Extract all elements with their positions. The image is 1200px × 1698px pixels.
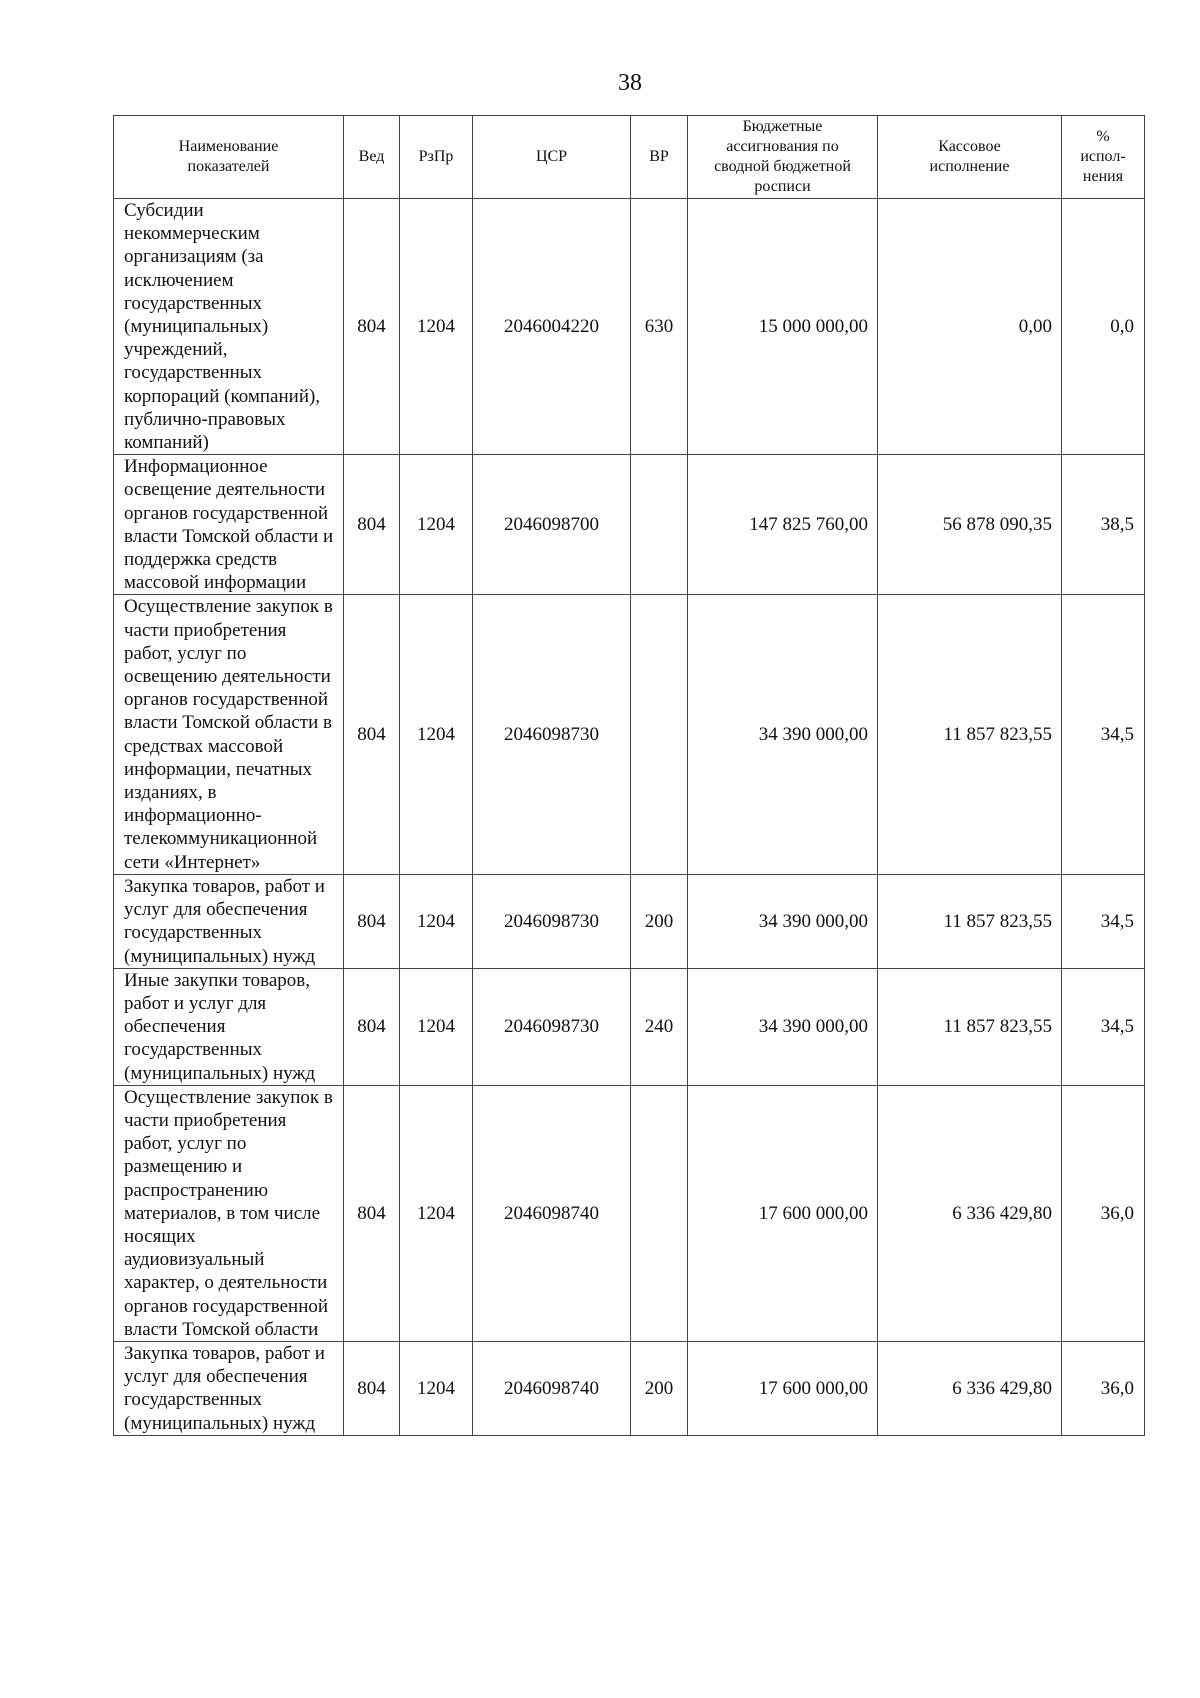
table-row <box>114 1085 1145 1341</box>
table-header-row <box>114 116 1145 199</box>
header-vr: ВР <box>631 116 688 199</box>
row-budget: 34 390 000,00 <box>688 595 878 874</box>
row-rzpr: 1204 <box>400 455 473 595</box>
row-csr: 2046098730 <box>473 968 631 1085</box>
row-name: Закупка товаров, работ и услуг для обеспечения государственных (муниципальных) нужд <box>114 1341 344 1435</box>
row-ved: 804 <box>344 968 400 1085</box>
row-percent: 36,0 <box>1062 1341 1145 1435</box>
row-vr: 200 <box>631 1341 688 1435</box>
table-row <box>114 199 1145 455</box>
row-vr: 240 <box>631 968 688 1085</box>
row-vr: 200 <box>631 874 688 968</box>
header-ved: Вед <box>344 116 400 199</box>
row-name: Субсидии некоммерческим организациям (за исключением государственных (муниципальных) учреждений, государственных корпораций (компаний), публично-правовых компаний) <box>114 199 344 455</box>
row-percent: 38,5 <box>1062 455 1145 595</box>
row-percent: 36,0 <box>1062 1085 1145 1341</box>
row-vr: 630 <box>631 199 688 455</box>
header-name: Наименование показателей <box>114 116 344 199</box>
row-ved: 804 <box>344 199 400 455</box>
header-csr: ЦСР <box>473 116 631 199</box>
row-cash: 6 336 429,80 <box>878 1341 1062 1435</box>
row-percent: 34,5 <box>1062 595 1145 874</box>
row-rzpr: 1204 <box>400 1085 473 1341</box>
row-cash: 11 857 823,55 <box>878 968 1062 1085</box>
row-cash: 6 336 429,80 <box>878 1085 1062 1341</box>
header-budget: Бюджетные ассигнования по сводной бюджетной росписи <box>688 116 878 199</box>
row-budget: 34 390 000,00 <box>688 968 878 1085</box>
row-vr <box>631 595 688 874</box>
row-csr: 2046098730 <box>473 595 631 874</box>
header-percent: % испол-нения <box>1062 116 1145 199</box>
row-ved: 804 <box>344 1341 400 1435</box>
row-vr <box>631 1085 688 1341</box>
row-percent: 34,5 <box>1062 874 1145 968</box>
header-cash: Кассовое исполнение <box>878 116 1062 199</box>
row-ved: 804 <box>344 874 400 968</box>
row-ved: 804 <box>344 1085 400 1341</box>
row-cash: 11 857 823,55 <box>878 874 1062 968</box>
row-name: Закупка товаров, работ и услуг для обеспечения государственных (муниципальных) нужд <box>114 874 344 968</box>
row-csr: 2046098740 <box>473 1085 631 1341</box>
row-name: Иные закупки товаров, работ и услуг для обеспечения государственных (муниципальных) нужд <box>114 968 344 1085</box>
row-percent: 0,0 <box>1062 199 1145 455</box>
row-budget: 17 600 000,00 <box>688 1341 878 1435</box>
table-row <box>114 968 1145 1085</box>
row-rzpr: 1204 <box>400 1341 473 1435</box>
row-name: Осуществление закупок в части приобретения работ, услуг по освещению деятельности органов государственной власти Томской области в средствах массовой информации, печатных изданиях, в информационно-телекоммуникационной сети «Интернет» <box>114 595 344 874</box>
row-rzpr: 1204 <box>400 199 473 455</box>
row-ved: 804 <box>344 595 400 874</box>
row-budget: 34 390 000,00 <box>688 874 878 968</box>
row-name: Осуществление закупок в части приобретения работ, услуг по размещению и распространению материалов, в том числе носящих аудиовизуальный характер, о деятельности органов государственной власти Томской области <box>114 1085 344 1341</box>
table-row <box>114 455 1145 595</box>
row-budget: 17 600 000,00 <box>688 1085 878 1341</box>
row-budget: 147 825 760,00 <box>688 455 878 595</box>
row-csr: 2046098730 <box>473 874 631 968</box>
row-rzpr: 1204 <box>400 874 473 968</box>
row-cash: 11 857 823,55 <box>878 595 1062 874</box>
row-ved: 804 <box>344 455 400 595</box>
page-number: 38 <box>618 70 642 96</box>
row-vr <box>631 455 688 595</box>
row-cash: 0,00 <box>878 199 1062 455</box>
table-row <box>114 595 1145 874</box>
row-csr: 2046098740 <box>473 1341 631 1435</box>
row-csr: 2046004220 <box>473 199 631 455</box>
header-rzpr: РзПр <box>400 116 473 199</box>
table-row <box>114 874 1145 968</box>
row-percent: 34,5 <box>1062 968 1145 1085</box>
table-row <box>114 1341 1145 1435</box>
row-name: Информационное освещение деятельности органов государственной власти Томской области и поддержка средств массовой информации <box>114 455 344 595</box>
row-budget: 15 000 000,00 <box>688 199 878 455</box>
row-csr: 2046098700 <box>473 455 631 595</box>
row-rzpr: 1204 <box>400 595 473 874</box>
row-rzpr: 1204 <box>400 968 473 1085</box>
budget-execution-table <box>113 115 1145 1436</box>
row-cash: 56 878 090,35 <box>878 455 1062 595</box>
